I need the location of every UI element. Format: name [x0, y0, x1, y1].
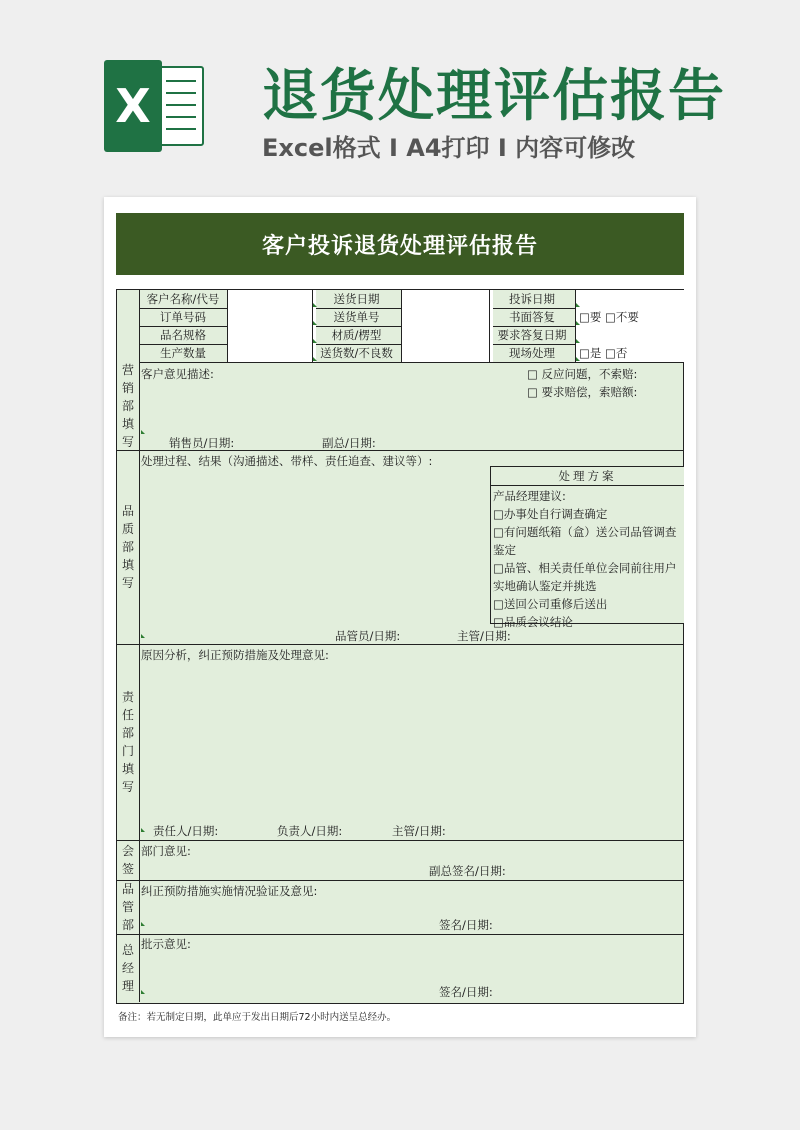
info-value-cell[interactable]	[227, 344, 316, 362]
info-label-cell: 现场处理	[509, 346, 555, 360]
responsible-supervisor-sign: 主管/日期:	[392, 824, 446, 838]
plan-box	[490, 466, 684, 629]
dept-quality-char: 质	[121, 522, 134, 536]
info-label-cell: 投诉日期	[509, 292, 555, 306]
option-claim[interactable]: □ 要求赔偿，索赔额:	[527, 385, 638, 399]
info-label-cell: 送货单号	[333, 310, 380, 324]
info-value-cell[interactable]: □要 □不要	[575, 308, 687, 326]
verification-opinion-label: 纠正预防措施实施情况验证及意见:	[141, 884, 318, 898]
plan-option[interactable]: □送回公司重修后送出	[493, 597, 608, 611]
customer-opinion-label: 客户意见描述:	[141, 367, 214, 381]
dept-quality-char: 填	[121, 558, 134, 572]
dept-countersign-label	[117, 840, 139, 880]
info-label-cell: 生产数量	[160, 346, 206, 360]
plan-option[interactable]: □办事处自行调查确定	[493, 507, 608, 521]
dept-sales-label	[117, 362, 139, 450]
responsible-person-sign: 责任人/日期:	[153, 824, 219, 838]
dept-qc-label	[117, 880, 139, 934]
dept-responsible-char: 责	[121, 690, 134, 704]
dept-sales-char: 部	[121, 399, 134, 413]
option-no-claim[interactable]: □ 反应问题，不索赔:	[527, 367, 638, 381]
banner-title: 退货处理评估报告	[262, 64, 726, 129]
cause-analysis-label: 原因分析，纠正预防措施及处理意见:	[141, 648, 329, 662]
dept-sales-char: 写	[121, 435, 134, 449]
info-value-cell[interactable]	[575, 326, 687, 344]
banner-subtitle: Excel格式 I A4打印 I 内容可修改	[262, 134, 636, 162]
info-label-cell: 送货数/不良数	[320, 346, 393, 360]
plan-option[interactable]: □品管、相关责任单位会同前往用户实地确认鉴定并挑选	[493, 561, 677, 593]
dept-sales-char: 营	[121, 363, 134, 377]
info-value-cell[interactable]	[575, 290, 687, 308]
department-opinion-label: 部门意见:	[141, 844, 191, 858]
dept-quality-char: 写	[121, 576, 134, 590]
info-label-cell: 送货日期	[333, 292, 380, 306]
plan-heading: 产品经理建议:	[493, 489, 566, 503]
info-label-cell: 要求答复日期	[497, 328, 567, 342]
dept-sales-char: 销	[121, 381, 134, 395]
plan-option[interactable]: □品质会议结论	[493, 615, 573, 629]
dept-quality-label	[117, 450, 139, 644]
info-value-cell[interactable]	[227, 326, 316, 344]
dept-responsible-char: 部	[121, 726, 134, 740]
vp-countersign: 副总签名/日期:	[429, 864, 506, 878]
info-label-cell: 订单号码	[160, 310, 206, 324]
banner	[0, 0, 800, 190]
info-value-cell[interactable]: □是 □否	[575, 344, 687, 362]
info-value-cell[interactable]	[401, 344, 493, 362]
excel-icon	[100, 60, 206, 152]
dept-gm-label	[117, 934, 139, 1002]
dept-quality-char: 部	[121, 540, 134, 554]
info-value-cell[interactable]	[401, 308, 493, 326]
info-value-cell[interactable]	[227, 308, 316, 326]
approval-opinion-label: 批示意见:	[141, 937, 191, 951]
dept-countersign-char: 会	[121, 844, 134, 858]
plan-options	[493, 487, 681, 631]
report-form	[116, 289, 684, 1004]
vp-sign: 副总/日期:	[322, 436, 376, 450]
qc-inspector-sign: 品管员/日期:	[335, 629, 401, 643]
dept-gm-char: 总	[121, 943, 134, 957]
footnote: 备注：若无制定日期，此单应于发出日期后72小时内送呈总经办。	[118, 1012, 397, 1023]
dept-responsible-char: 任	[121, 708, 134, 722]
dept-responsible-label	[117, 644, 139, 840]
document-page	[104, 197, 696, 1037]
info-label-cell: 材质/楞型	[331, 328, 382, 342]
process-result-label: 处理过程、结果（沟通描述、带样、责任追查、建议等）:	[141, 454, 433, 468]
excel-x-letter: X	[104, 60, 162, 152]
dept-qc-char: 品	[121, 882, 134, 896]
dept-qc-char: 部	[121, 918, 134, 932]
info-value-cell[interactable]	[401, 290, 493, 308]
plan-option[interactable]: □有问题纸箱（盒）送公司品管调查鉴定	[493, 525, 677, 557]
gm-sign: 签名/日期:	[439, 985, 493, 999]
info-label-cell: 书面答复	[509, 310, 555, 324]
dept-sales-char: 填	[121, 417, 134, 431]
dept-responsible-char: 写	[121, 780, 134, 794]
plan-title: 处理方案	[491, 467, 684, 486]
dept-gm-char: 经	[121, 961, 134, 975]
dept-responsible-char: 填	[121, 762, 134, 776]
salesperson-sign: 销售员/日期:	[169, 436, 235, 450]
info-label-cell: 品名规格	[160, 328, 206, 342]
dept-responsible-char: 门	[121, 744, 134, 758]
info-value-cell[interactable]	[227, 290, 316, 308]
document-header: 客户投诉退货处理评估报告	[116, 213, 684, 275]
dept-gm-char: 理	[121, 979, 134, 993]
info-label-cell: 客户名称/代号	[146, 292, 220, 306]
dept-countersign-char: 签	[121, 862, 134, 876]
qc-sign: 签名/日期:	[439, 918, 493, 932]
head-person-sign: 负责人/日期:	[277, 824, 343, 838]
dept-qc-char: 管	[121, 900, 134, 914]
quality-supervisor-sign: 主管/日期:	[457, 629, 511, 643]
info-value-cell[interactable]	[401, 326, 493, 344]
dept-quality-char: 品	[121, 504, 134, 518]
